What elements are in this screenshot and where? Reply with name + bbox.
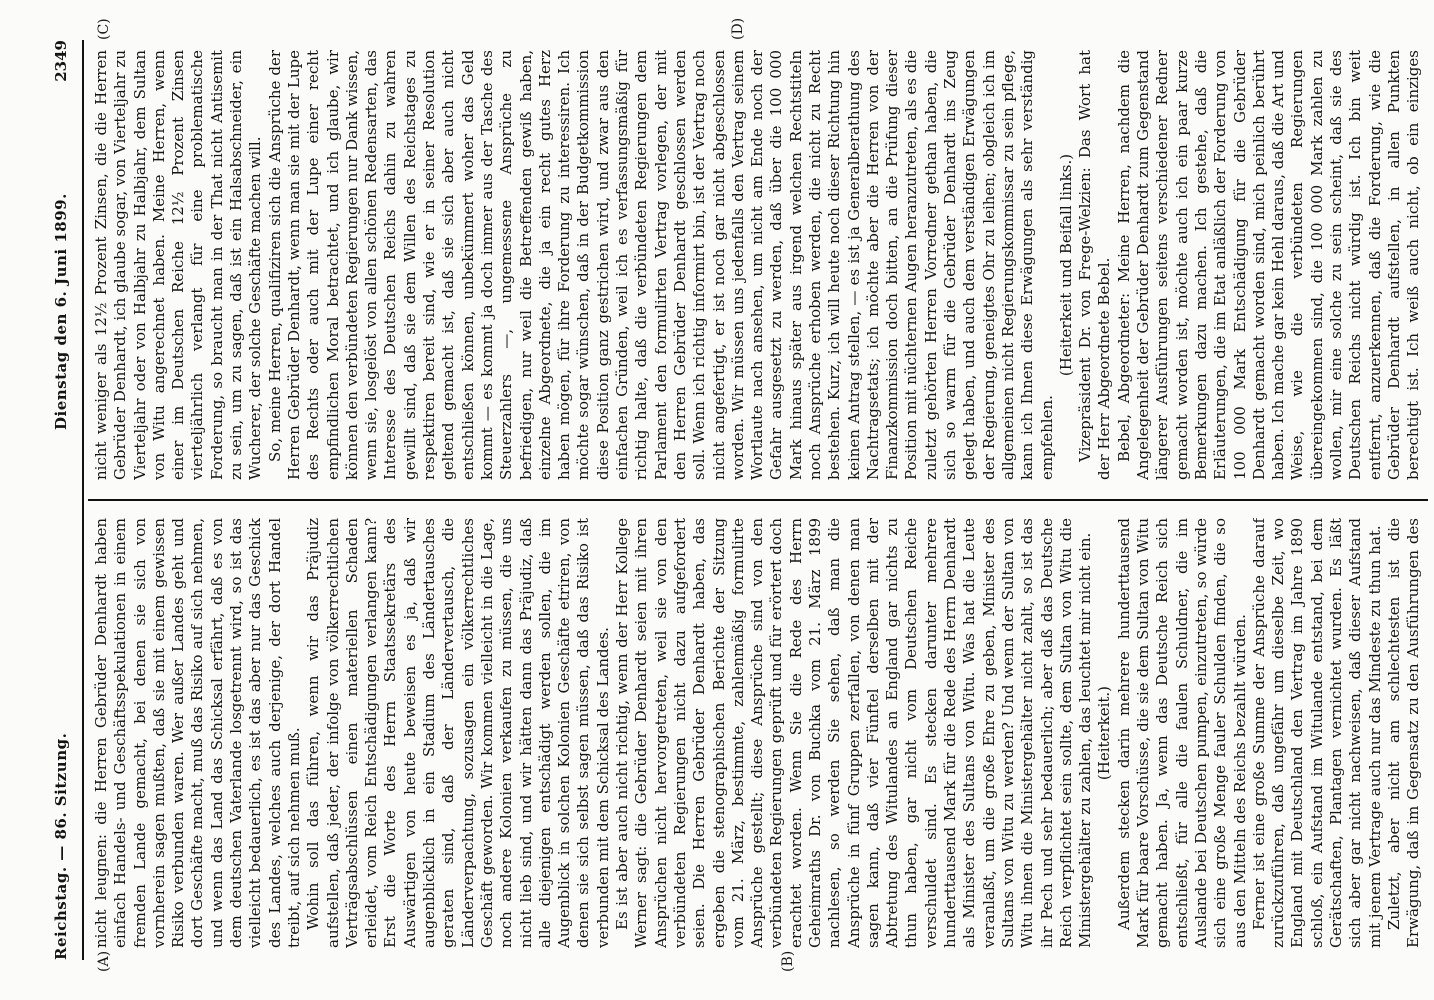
speaker-paragraph: Vizepräsident Dr. von Frege-Welzien: Das Wort hat der Herr Abgeordnete Bebel. xyxy=(1076,50,1114,480)
margin-marker-c: (C) xyxy=(96,18,112,40)
header-rule xyxy=(82,40,84,960)
header-date: Dienstag den 6. Juni 1899. xyxy=(52,193,70,430)
paragraph: Wohin soll das führen, wenn wir das Präjudiz aufstellen, daß jeder, der infolge von völkerrechtlichen Verträgsabschlüssen einen materiellen Schaden erleidet, vom Reich Entschädigungen verlangen kann? Erst die Worte des Herrn Staatssekretärs des Auswärtigen von heute beweisen es ja, daß wir augenblicklich in ein Stadium des Ländertausches geraten sind, daß der Ländervertausch, die Länderverpachtung, sozusagen ein völkerrechtliches Geschäft geworden. Wir kommen vielleicht in die Lage, noch andere Kolonien verkaufen zu müssen, die uns nicht lieb sind, und wir hätten dann das Präjudiz, daß alle diejenigen entschädigt werden sollen, die im Augenblick in solchen Kolonien Geschäfte etriren, von denen sie sich selbst sagen müssen, daß das Risiko ist verbunden mit dem Schicksal des Landes. xyxy=(304,518,612,948)
margin-marker-d: (D) xyxy=(730,17,746,40)
page-header xyxy=(50,40,80,960)
margin-marker-b: (B) xyxy=(780,950,796,972)
column-divider xyxy=(88,499,1428,501)
paragraph: nicht weniger als 12½ Prozent Zinsen, die die Herren Gebrüder Denhardt, ich glaube sogar, von Vierteljahr zu Vierteljahr oder von Halbjahr zu Halbjahr, dem Sultan von Witu angerechnet haben. Meine Herren, wenn einer im Deutschen Reiche 12½ Prozent Zinsen vierteljährlich verlangt für eine problematische Forderung, so braucht man in der That nicht Antisemit zu sein, um zu sagen, daß ist ein Halsabschneider, ein Wucherer, der solche Geschäfte machen will. xyxy=(92,50,265,480)
interjection: (Heiterkeit.) xyxy=(1095,685,1114,781)
paragraph: Ferner ist eine große Summe der Ansprüche darauf zurückzuführen, daß ungefähr um dieselbe Zeit, wo England mit Deutschland den Vertrag im Jahre 1890 schloß, ein Aufstand im Witulande entstand, bei dem Gerätschaften, Plantagen vernichtet wurden. Es läßt sich aber gar nicht nachweisen, daß dieser Aufstand mit jenem Vertrage auch nur das Mindeste zu thun hat. xyxy=(1249,518,1384,948)
interjection: (Heiterkeit und Beifall links.) xyxy=(1056,153,1075,377)
paragraph: nicht leugnen: die Herren Gebrüder Denhardt haben einfach Handels- und Geschäftsspekulationen in einem fremden Lande gemacht, bei denen sie sich von vornherein sagen mußten, daß sie mit einem gewissen Risiko verbunden waren. Wer außer Landes geht und dort Geschäfte macht, muß das Risiko auf sich nehmen, und wenn das Land das Schicksal erfährt, daß es von dem deutschen Vaterlande losgetrennt wird, so ist das vielleicht bedauerlich, es ist das aber nur das Geschick des Landes, welches auch derjenige, der dort Handel treibt, auf sich nehmen muß. xyxy=(92,518,303,948)
paragraph: So, meine Herren, qualifiziren sich die Ansprüche der Herren Gebrüder Denhardt, wenn man sie mit der Lupe des Rechts oder auch mit der Lupe einer recht empfindlichen Moral betrachtet, und ich glaube, wir können den verbündeten Regierungen nur Dank wissen, wenn sie, losgelöst von allen schönen Redensarten, das Interesse des Deutschen Reichs dahin zu wahren gewillt sind, daß sie dem Willen des Reichstages zu respektiren bereit sind, wie er in seiner Resolution geltend gemacht ist, daß sie sich aber auch nicht entschließen können, unbekümmert woher das Geld kommt — es kommt ja doch immer aus der Tasche des Steuerzahlers —, ungemessene Ansprüche zu befriedigen, nur weil die Betreffenden gewiß haben, einzelne Abgeordnete, die ja ein recht gutes Herz haben mögen, für ihre Forderung zu interessiren. Ich möchte sogar wünschen, daß in der Budgetkommission diese Position ganz gestrichen wird, und zwar aus den einfachen Gründen, weil ich es verfassungsmäßig für richtig halte, daß die verbündeten Regierungen dem Parlament den formulirten Vertrag vorlegen, der mit den Herren Gebrüder Denhardt geschlossen werden soll. Wenn ich richtig informirt bin, ist der Vertrag noch nicht angefertigt, er ist noch gar nicht abgeschlossen worden. Wir müssen uns jedenfalls den Vertrag seinem Wortlaute nach ansehen, um nicht am Ende noch der Gefahr ausgesetzt zu werden, daß über die 100 000 Mark hinaus später aus irgend welchen Rechtstiteln noch Ansprüche erhoben werden, die nicht zu Recht bestehen. Kurz, ich will heute noch dieser Richtung hin keinen Antrag stellen, — es ist ja Generalberathung des Nachtragsetats; ich möchte aber die Herren von der Finanzkommission doch bitten, an die Prüfung dieser Position mit nüchternen Augen heranzutreten, als es die zuletzt gehörten Herren Vorredner gethan haben, die sich so warm für die Gebrüder Denhardt ins Zeug gelegt haben, und auch dem verständigen Erwägungen der Regierung, geneigtes Ohr zu leihen; obgleich ich im allgemeinen nicht Regierungskommissar zu sein pflege, kann ich Ihnen diese Erwägungen als sehr verständig empfehlen. xyxy=(265,50,1056,480)
right-column xyxy=(92,50,1422,480)
header-left: Reichstag. — 86. Sitzung. xyxy=(52,732,70,960)
speaker-paragraph: Bebel, Abgeordneter: Meine Herren, nachdem die Angelegenheit der Gebrüder Denhardt zum Gegenstand längerer Ausführungen seitens verschiedener Redner gemacht worden ist, möchte auch ich ein paar kurze Bemerkungen dazu machen. Ich gestehe, daß die Erläuterungen, die im Etat anläßlich der Forderung von 100 000 Mark Entschädigung für die Gebrüder Denhardt gemacht worden sind, mich peinlich berührt haben. Ich mache gar kein Hehl daraus, daß die Art und Weise, wie die verbündeten Regierungen übereingekommen sind, die 100 000 Mark zahlen zu wollen, mir eine solche zu sein scheint, daß sie des Deutschen Reichs nicht würdig ist. Ich bin weit entfernt, anzuerkennen, daß die Forderung, wie die Gebrüder Denhardt aufstellen, in allen Punkten berechtigt ist. Ich weiß auch nicht, ob ein einziges xyxy=(1114,50,1422,480)
paragraph: Es ist aber auch nicht richtig, wenn der Herr Kollege Werner sagt: die Gebrüder Denhardt seien mit ihren Ansprüchen nicht hervorgetreten, weil sie von den verbündeten Regierungen nicht dazu aufgefordert seien. Die Herren Gebrüder Denhardt haben, das ergeben die stenographischen Berichte der Sitzung vom 21. März, bestimmte, zahlenmäßig formulirte Ansprüche gestellt; diese Ansprüche sind von den verbündeten Regierungen geprüft und für erörtert doch erachtet worden. Wenn Sie die Rede des Herrn Geheimraths Dr. von Buchka vom 21. März 1899 nachlesen, so werden Sie sehen, daß man die Ansprüche in fünf Gruppen zerfallen, von denen man sagen kann, daß vier Fünftel derselben mit der Abtretung des Witulandes an England gar nichts zu thun haben, gar nicht vom Deutschen Reiche verschuldet sind. Es stecken darunter mehrere hunderttausend Mark für die Rede des Herrn Denhardt als Minister des Sultans von Witu. Was hat die Leute veranlaßt, um die große Ehre zu geben, Minister des Sultans von Witu zu werden? Und wenn der Sultan von Witu ihnen die Ministergehälter nicht zahlt, so ist das ihr Pech und sehr bedauerlich; aber daß das Deutsche Reich verpflichtet sein sollte, dem Sultan von Witu die Ministergehälter zu zahlen, das leuchtet mir nicht ein. xyxy=(613,518,1095,948)
margin-marker-a: (A) xyxy=(96,950,112,972)
paragraph: Zuletzt, aber nicht am schlechtesten ist die Erwägung, daß im Gegensatz zu den Ausführungen des xyxy=(1384,518,1422,948)
page-number: 2349 xyxy=(52,40,70,82)
paragraph: Außerdem stecken darin mehrere hunderttausend Mark für baare Vorschüsse, die sie dem Sultan von Witu gemacht haben. Ja, wenn das Deutsche Reich sich entschließt, für alle die faulen Schuldner, die im Auslande bei Deutschen pumpen, einzutreten, so würde sich eine große Menge fauler Schulden finden, die so aus den Mitteln des Reichs bezahlt würden. xyxy=(1114,518,1249,948)
left-column xyxy=(92,518,1422,948)
